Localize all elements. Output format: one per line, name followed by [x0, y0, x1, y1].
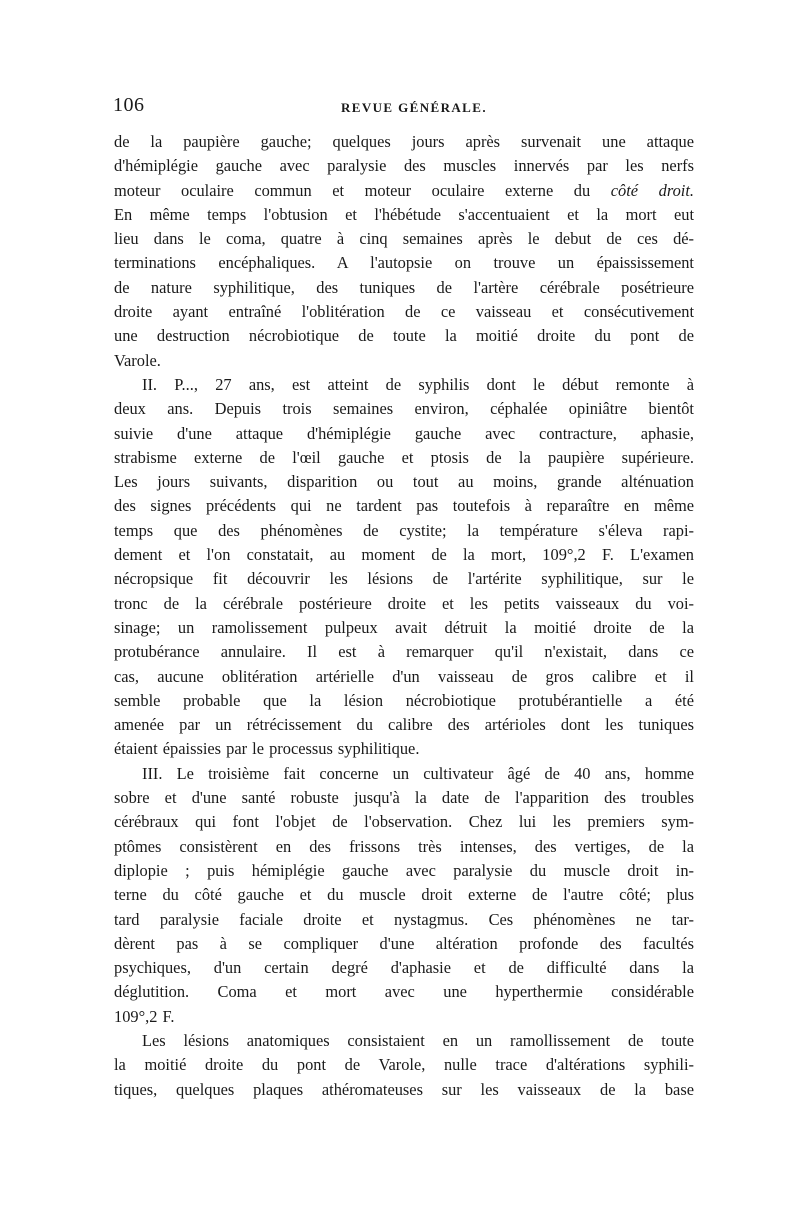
paragraph-start-line: Les lésions anatomiques consistaient en un ramollissement de toute — [142, 1030, 694, 1050]
text-line: tiques, quelques plaques athéromateuses sur les vaisseaux de la base — [114, 1079, 694, 1099]
text-line: 109°,2 F. — [114, 1006, 175, 1026]
text-line: tronc de la cérébrale postérieure droite et les petits vaisseaux du voi- — [114, 593, 694, 613]
text-line: sobre et d'une santé robuste jusqu'à la date de l'apparition des troubles — [114, 788, 694, 808]
text-line: deux ans. Depuis trois semaines environ, céphalée opiniâtre bientôt — [114, 399, 694, 419]
body-text — [114, 130, 694, 1102]
text-line-with-italic — [114, 179, 694, 203]
text-line-part: moteur oculaire commun et moteur oculaire externe du — [114, 180, 591, 200]
text-line: de nature syphilitique, des tuniques de l'artère cérébrale posétrieure — [114, 277, 694, 297]
text-line: semble probable que la lésion nécrobiotique protubérantielle a été — [114, 690, 694, 710]
text-line: suivie d'une attaque d'hémiplégie gauche avec contracture, aphasie, — [114, 423, 694, 443]
text-line: En même temps l'obtusion et l'hébétude s'accentuaient et la mort eut — [114, 204, 694, 224]
text-line: temps que des phénomènes de cystite; la température s'éleva rapi- — [114, 520, 694, 540]
running-title: REVUE GÉNÉRALE. — [341, 100, 487, 115]
text-line: lieu dans le coma, quatre à cinq semaines après le debut de ces dé- — [114, 229, 694, 249]
text-line: une destruction nécrobiotique de toute la moitié droite du pont de — [114, 326, 694, 346]
page-header — [113, 94, 693, 124]
text-line: d'hémiplégie gauche avec paralysie des muscles innervés par les nerfs — [114, 156, 694, 176]
text-line: la moitié droite du pont de Varole, nulle trace d'altérations syphili- — [114, 1055, 694, 1075]
paragraph-start-line: III. Le troisième fait concerne un cultivateur âgé de 40 ans, homme — [142, 763, 694, 783]
text-line: dement et l'on constatait, au moment de la mort, 109°,2 F. L'examen — [114, 545, 694, 565]
text-line: déglutition. Coma et mort avec une hyperthermie considérable — [114, 982, 694, 1002]
text-line: nécropsique fit découvrir les lésions de l'artérite syphilitique, sur le — [114, 569, 694, 589]
text-line: terne du côté gauche et du muscle droit externe de l'autre côté; plus — [114, 885, 694, 905]
text-line: des signes précédents qui ne tardent pas toutefois à reparaître en même — [114, 496, 694, 516]
paragraph-start-line: II. P..., 27 ans, est atteint de syphilis dont le début remonte à — [142, 374, 694, 394]
text-line: sinage; un ramolissement pulpeux avait détruit la moitié droite de la — [114, 617, 694, 637]
text-line: psychiques, d'un certain degré d'aphasie et de difficulté dans la — [114, 958, 694, 978]
text-line: terminations encéphaliques. A l'autopsie on trouve un épaississement — [114, 253, 694, 273]
text-line: de la paupière gauche; quelques jours après survenait une attaque — [114, 132, 694, 151]
italic-phrase: côté droit. — [610, 180, 694, 200]
text-line: ptômes consistèrent en des frissons très intenses, des vertiges, de la — [114, 836, 694, 856]
text-line: dèrent pas à se compliquer d'une altération profonde des facultés — [114, 933, 694, 953]
text-line: Les jours suivants, disparition ou tout au moins, grande alténuation — [114, 472, 694, 492]
text-line: tard paralysie faciale droite et nystagmus. Ces phénomènes ne tar- — [114, 909, 694, 929]
text-line: Varole. — [114, 350, 161, 370]
text-line: amenée par un rétrécissement du calibre des artérioles dont les tuniques — [114, 715, 694, 735]
text-line: étaient épaissies par le processus syphilitique. — [114, 739, 420, 759]
text-line: diplopie ; puis hémiplégie gauche avec paralysie du muscle droit in- — [114, 860, 694, 880]
text-line: cérébraux qui font l'objet de l'observation. Chez lui les premiers sym- — [114, 812, 694, 832]
page-number: 106 — [113, 94, 145, 116]
text-line: protubérance annulaire. Il est à remarquer qu'il n'existait, dans ce — [114, 642, 694, 662]
text-line: strabisme externe de l'œil gauche et ptosis de la paupière supérieure. — [114, 447, 694, 467]
text-line: droite ayant entraîné l'oblitération de ce vaisseau et consécutivement — [114, 302, 694, 322]
text-line: cas, aucune oblitération artérielle d'un vaisseau de gros calibre et il — [114, 666, 694, 686]
